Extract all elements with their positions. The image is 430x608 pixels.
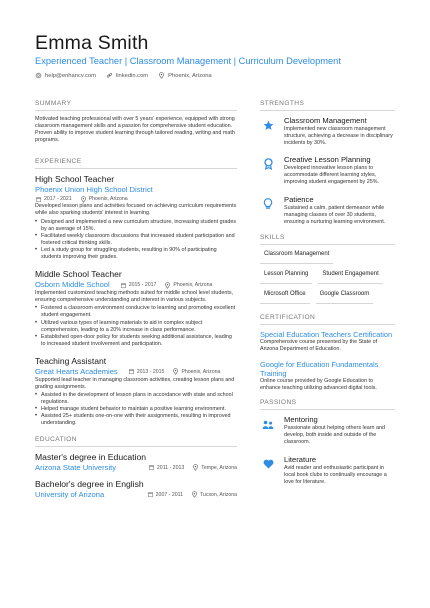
strength-desc: Developed innovative lesson plans to accommodate different learning styles, improving student engagement by 25%. [284, 165, 379, 186]
job-company: Great Hearts Academies [35, 366, 118, 376]
passion-desc: Avid reader and enthusiastic participant in local book clubs to continually encourage a love for literature. [284, 464, 387, 485]
job-company: Phoenix Union High School District [35, 185, 153, 195]
strength-item [260, 155, 395, 186]
passion-item [260, 455, 395, 486]
job-location: Phoenix, Arizona [88, 196, 128, 203]
job-bullet: • Utilized various types of learning materials to aid in complex subject comprehension, leading to a 20% increase in class performance. [35, 320, 237, 334]
contact-email-text: help@enhancv.com [45, 72, 96, 79]
education-entry [35, 479, 237, 500]
job-company-row [35, 280, 237, 290]
job-bullet: • Facilitated weekly classroom discussions that increased student participation and fostered critical thinking skills. [35, 233, 237, 247]
location-pin-icon [80, 196, 87, 203]
job-bullet: • Assisted 25+ students one-on-one with their assignments, resulting in improved understanding. [35, 413, 237, 427]
education-entry [35, 452, 237, 473]
strength-desc: Sustained a calm, patient demeanor while managing classes of over 30 students, ensuring a nurturing learning environment. [284, 204, 386, 225]
job-title: High School Teacher [35, 174, 115, 185]
strength-item [260, 116, 395, 147]
star-icon [263, 120, 274, 131]
candidate-name: Emma Smith [35, 32, 149, 54]
location-pin-icon [158, 72, 165, 79]
right-column [260, 100, 395, 494]
education-location: Tempe, Arizona [201, 464, 237, 471]
job-meta [120, 281, 213, 289]
calendar-icon [147, 491, 154, 498]
link-icon [106, 72, 113, 79]
job-bullets [35, 392, 237, 427]
job-company: Osborn Middle School [35, 280, 110, 290]
skill-tag: Lesson Planning [260, 270, 312, 284]
resume-header [35, 32, 405, 79]
location-pin-icon [192, 464, 199, 471]
experience-entry [35, 356, 237, 428]
passions-heading: PASSIONS [260, 399, 395, 410]
certification-item [260, 360, 395, 392]
job-dates: 2017 - 2021 [44, 196, 72, 203]
job-bullet: • Designed and implemented a new curriculum structure, increasing student grades by an average of 15%. [35, 219, 237, 233]
job-bullet: • Led a study group for struggling students, resulting in 90% of participating students improving their grades. [35, 247, 237, 261]
heart-icon [263, 459, 274, 469]
education-heading: EDUCATION [35, 436, 237, 447]
job-bullet: • Assisted in the development of lesson plans in accordance with state and school regulations. [35, 392, 237, 406]
degree-title: Bachelor's degree in English [35, 478, 144, 489]
passion-title: Literature [284, 454, 317, 464]
job-bullets [35, 305, 237, 348]
education-meta [148, 464, 237, 472]
contact-linkedin-text: linkedin.com [115, 72, 149, 79]
contact-linkedin[interactable] [106, 72, 148, 79]
skill-tag: Classroom Management [260, 250, 333, 264]
job-bullet: • Established open-door policy for students seeking additional assistance, leading to increased student involvement and participation. [35, 334, 237, 348]
summary-text: Motivated teaching professional with over 5 years' experience, equipped with strong classroom management skills and a passion for comprehensive student education. Proven ability to improve student learning through tailored reading, writing and math programs. [35, 116, 235, 144]
certification-desc: Comprehensive course presented by the State of Arizona Department of Education. [260, 338, 378, 352]
experience-entry [35, 269, 237, 348]
passion-item [260, 415, 395, 446]
strength-item [260, 195, 395, 226]
degree-title: Master's degree in Education [35, 451, 147, 462]
calendar-icon [128, 368, 135, 375]
contact-location-text: Phoenix, Arizona [168, 72, 212, 79]
contact-row [35, 72, 405, 79]
skills-list [260, 250, 395, 304]
location-pin-icon [191, 491, 198, 498]
location-pin-icon [172, 368, 179, 375]
certification-title: Special Education Teachers Certification [260, 329, 393, 339]
job-description: Developed lesson plans and activities focused on achieving curriculum requirements while also sparking students' interest in learning. [35, 203, 237, 217]
school-name: Arizona State University [35, 462, 117, 472]
job-description: Supported lead teacher in managing classroom activities, creating lesson plans and grading assignments. [35, 376, 235, 390]
candidate-headline: Experienced Teacher | Classroom Management | Curriculum Development [35, 56, 341, 66]
medal-icon [263, 158, 274, 170]
contact-email[interactable] [35, 72, 96, 79]
strength-title: Patience [284, 194, 314, 204]
summary-heading: SUMMARY [35, 100, 237, 111]
job-dates: 2013 - 2015 [136, 368, 165, 375]
skill-tag: Microsoft Office [260, 290, 310, 304]
job-title: Teaching Assistant [35, 355, 107, 366]
job-description: Implemented customized teaching methods suited for middle school level students, ensuring comprehensive understanding and interest in various subjects. [35, 290, 234, 304]
job-bullets [35, 219, 237, 262]
passion-title: Mentoring [284, 415, 318, 425]
strength-title: Creative Lesson Planning [284, 155, 371, 165]
strength-title: Classroom Management [284, 116, 367, 125]
calendar-icon [120, 282, 127, 289]
education-location: Tucson, Arizona [199, 491, 237, 498]
job-location: Phoenix, Arizona [173, 282, 213, 289]
left-column [35, 100, 237, 506]
job-meta [35, 195, 237, 203]
mentoring-icon [262, 419, 274, 430]
contact-location [158, 72, 212, 79]
education-meta [147, 491, 237, 499]
strengths-heading: STRENGTHS [260, 100, 395, 111]
job-bullet: • Helped manage student behavior to maintain a positive learning environment. [35, 406, 237, 413]
calendar-icon [148, 464, 155, 471]
education-dates: 2011 - 2013 [156, 464, 185, 471]
experience-entry [35, 174, 237, 261]
skill-tag: Google Classroom [316, 290, 374, 304]
passion-desc: Passionate about helping others learn and develop, both inside and outside of the classroom. [284, 425, 385, 446]
education-row [35, 463, 237, 473]
job-company-row [35, 367, 237, 377]
education-row [35, 490, 237, 500]
strength-desc: Implemented new classroom management structure, achieving a decrease in disciplinary incidents by 30%. [284, 126, 393, 147]
school-name: University of Arizona [35, 489, 105, 499]
skills-heading: SKILLS [260, 234, 395, 245]
lightbulb-icon [263, 198, 273, 210]
job-location: Phoenix, Arizona [181, 368, 221, 375]
location-pin-icon [164, 282, 171, 289]
certification-desc: Online course provided by Google Education to enhance teaching utilizing advanced digital tools. [260, 378, 377, 392]
job-title: Middle School Teacher [35, 269, 122, 280]
job-meta [128, 368, 221, 376]
calendar-icon [35, 196, 42, 203]
experience-heading: EXPERIENCE [35, 158, 237, 169]
education-dates: 2007 - 2011 [155, 491, 183, 498]
job-bullet: • Fostered a classroom environment conducive to learning and promoting excellent student engagement. [35, 305, 237, 319]
certification-title: Google for Education Fundamentals Training [260, 360, 379, 379]
email-icon [35, 72, 42, 79]
certification-item [260, 330, 395, 353]
job-dates: 2015 - 2017 [128, 282, 157, 289]
certification-heading: CERTIFICATION [260, 314, 395, 325]
skill-tag: Student Engagement [318, 270, 382, 284]
